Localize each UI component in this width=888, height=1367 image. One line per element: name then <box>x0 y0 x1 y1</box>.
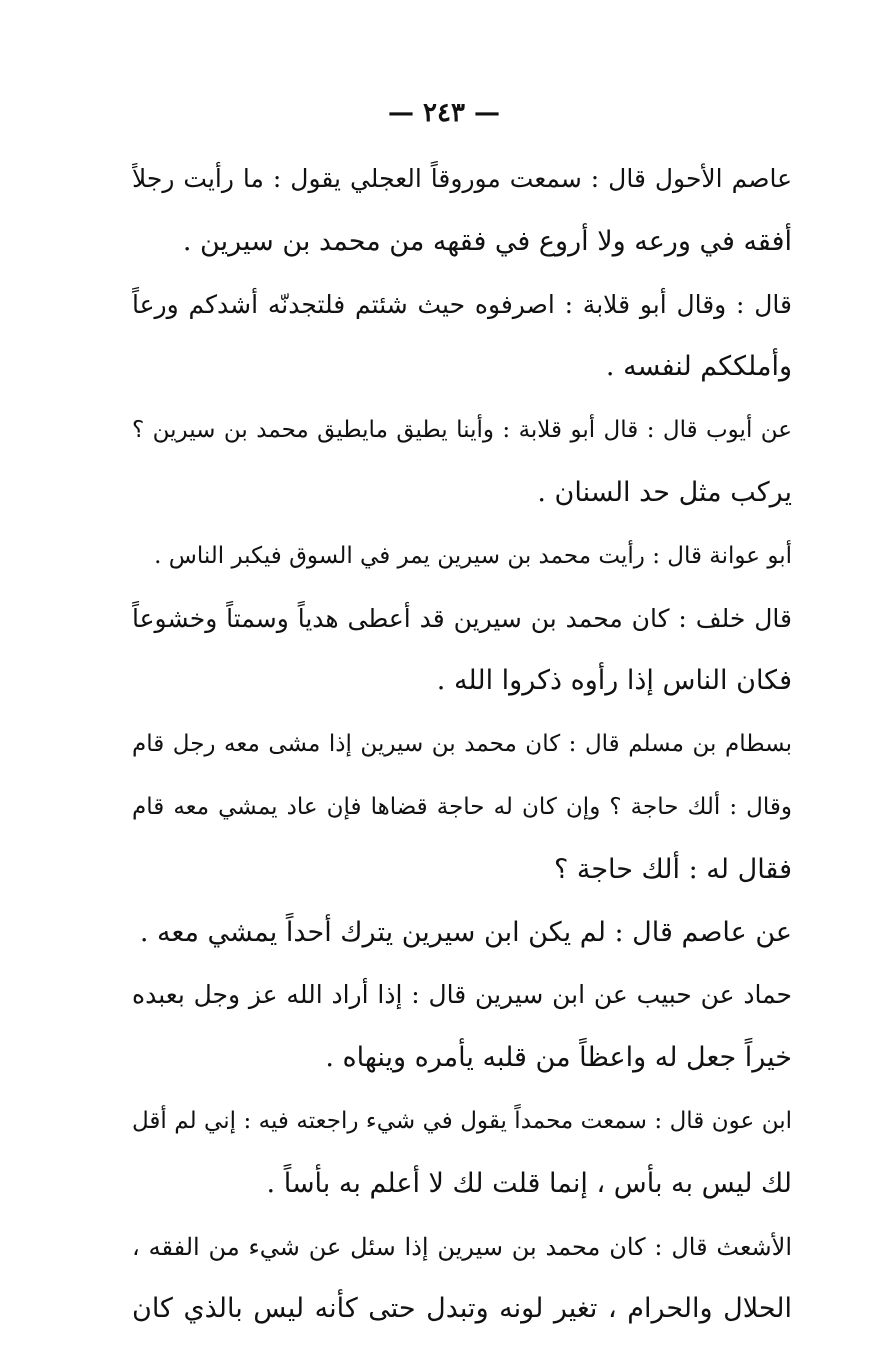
text-line: قال : وقال أبو قلابة : اصرفوه حيث شئتم فلتجدنّه أشدكم ورعاً <box>132 289 792 319</box>
text-line: يركب مثل حد السنان . <box>537 476 792 508</box>
body-text <box>132 148 792 1341</box>
text-line: ابن عون قال : سمعت محمداً يقول في شيء راجعته فيه : إني لم أقل <box>132 1107 792 1134</box>
text-line: قال خلف : كان محمد بن سيرين قد أعطى هدياً وسمتاً وخشوعاً <box>132 603 792 633</box>
text-line: لك ليس به بأس ، إنما قلت لك لا أعلم به بأساً . <box>266 1167 792 1199</box>
text-line: أبو عوانة قال : رأيت محمد بن سيرين يمر في السوق فيكبر الناس . <box>154 542 792 569</box>
text-line: الأشعث قال : كان محمد بن سيرين إذا سئل عن شيء من الفقه ، <box>132 1232 792 1261</box>
text-line: حماد عن حبيب عن ابن سيرين قال : إذا أراد الله عز وجل بعبده <box>132 980 792 1010</box>
text-line: خيراً جعل له واعظاً من قلبه يأمره وينهاه . <box>325 1042 792 1074</box>
page-number: — ٢٤٣ — <box>387 98 501 128</box>
text-line: بسطام بن مسلم قال : كان محمد بن سيرين إذا مشى معه رجل قام <box>132 731 792 758</box>
text-line: فكان الناس إذا رأوه ذكروا الله . <box>436 665 792 697</box>
text-line: أفقه في ورعه ولا أروع في فقهه من محمد بن سيرين . <box>182 225 792 257</box>
text-line: وقال : ألك حاجة ؟ وإن كان له حاجة قضاها فإن عاد يمشي معه قام <box>132 793 792 820</box>
text-line: عاصم الأحول قال : سمعت موروقاً العجلي يقول : ما رأيت رجلاً <box>132 164 792 193</box>
text-line: وأملككم لنفسه . <box>605 351 792 383</box>
text-line: عن أيوب قال : قال أبو قلابة : وأينا يطيق مايطيق محمد بن سيرين ؟ <box>132 417 792 444</box>
text-line: فقال له : ألك حاجة ؟ <box>553 853 792 885</box>
text-line: الحلال والحرام ، تغير لونه وتبدل حتى كأنه ليس بالذي كان <box>132 1293 792 1325</box>
text-line: عن عاصم قال : لم يكن ابن سيرين يترك أحداً يمشي معه . <box>139 916 792 948</box>
